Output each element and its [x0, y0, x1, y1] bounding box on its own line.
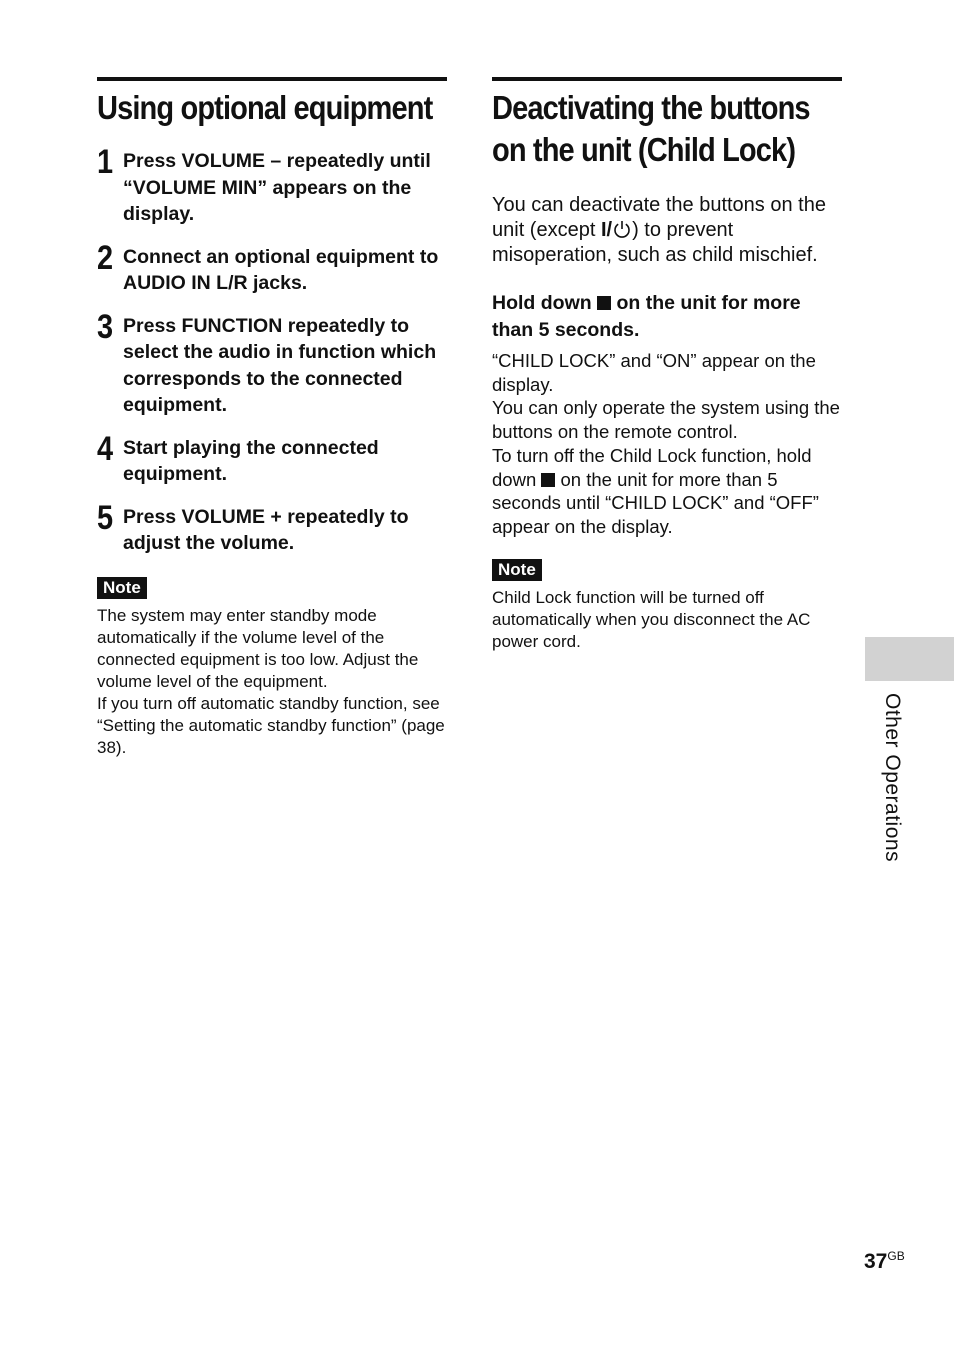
note-text	[97, 605, 447, 759]
body-paragraph	[492, 444, 842, 539]
note-text: Child Lock function will be turned off automatically when you disconnect the AC power cord.	[492, 587, 811, 651]
section-rule	[492, 77, 842, 81]
stop-icon	[541, 473, 555, 487]
intro-part: You can deactivate the buttons on the unit (except	[492, 194, 826, 241]
step-item	[97, 238, 447, 297]
subhead-part: Hold down	[492, 292, 598, 314]
step-item	[97, 498, 447, 557]
step-item	[97, 307, 447, 419]
power-label: I/	[600, 219, 613, 241]
body-part: To turn off the Child Lock function, hold down	[492, 444, 812, 490]
step-text: Press VOLUME + repeatedly to adjust the volume.	[123, 505, 409, 554]
section-title: Deactivating the buttons on the unit (Child Lock)	[492, 89, 810, 168]
body-paragraph: “CHILD LOCK” and “ON” appear on the display.	[492, 350, 816, 395]
step-item	[97, 429, 447, 488]
step-item	[97, 143, 447, 228]
power-icon	[612, 219, 632, 239]
intro-text	[492, 193, 842, 268]
note-block	[492, 559, 842, 653]
step-list	[97, 143, 447, 557]
step-text: Connect an optional equipment to AUDIO IN L/R jacks.	[123, 245, 439, 294]
step-text: Start playing the connected equipment.	[123, 436, 379, 485]
right-column	[492, 77, 842, 653]
stop-icon	[597, 296, 611, 310]
step-number: 1	[97, 143, 114, 181]
note-paragraph: The system may enter standby mode automatically if the volume level of the connected equipment is too low. Adjust the volume level of the equipment.	[97, 605, 419, 691]
intro-part: ) to prevent misoperation, such as child mischief.	[492, 219, 818, 266]
page-number	[864, 1249, 905, 1274]
step-number: 4	[97, 429, 114, 468]
step-number: 5	[97, 498, 114, 537]
step-text: Press FUNCTION repeatedly to select the audio in function which corresponds to the connected equipment.	[123, 314, 437, 416]
side-tab	[865, 637, 954, 681]
side-tab-label: Other Operations	[881, 693, 904, 863]
body-paragraph: You can only operate the system using the buttons on the remote control.	[492, 397, 840, 443]
left-column	[97, 77, 447, 759]
note-block	[97, 577, 447, 759]
note-badge: Note	[97, 577, 147, 599]
section-rule	[97, 77, 447, 81]
note-paragraph: If you turn off automatic standby function, see “Setting the automatic standby function” (page 38).	[97, 693, 445, 757]
page-suffix: GB	[887, 1249, 905, 1263]
note-badge: Note	[492, 559, 542, 581]
section-title: Using optional equipment	[97, 89, 433, 126]
subhead-part: on the unit for more than 5 seconds.	[492, 292, 801, 341]
step-heading	[492, 290, 842, 343]
body-text	[492, 349, 842, 539]
step-text: Press VOLUME – repeatedly until “VOLUME MIN” appears on the display.	[123, 150, 431, 225]
step-number: 3	[97, 307, 114, 346]
body-part: on the unit for more than 5 seconds until “CHILD LOCK” and “OFF” appear on the display.	[492, 468, 819, 537]
step-number: 2	[97, 238, 114, 277]
page-number-value: 37	[864, 1250, 888, 1273]
